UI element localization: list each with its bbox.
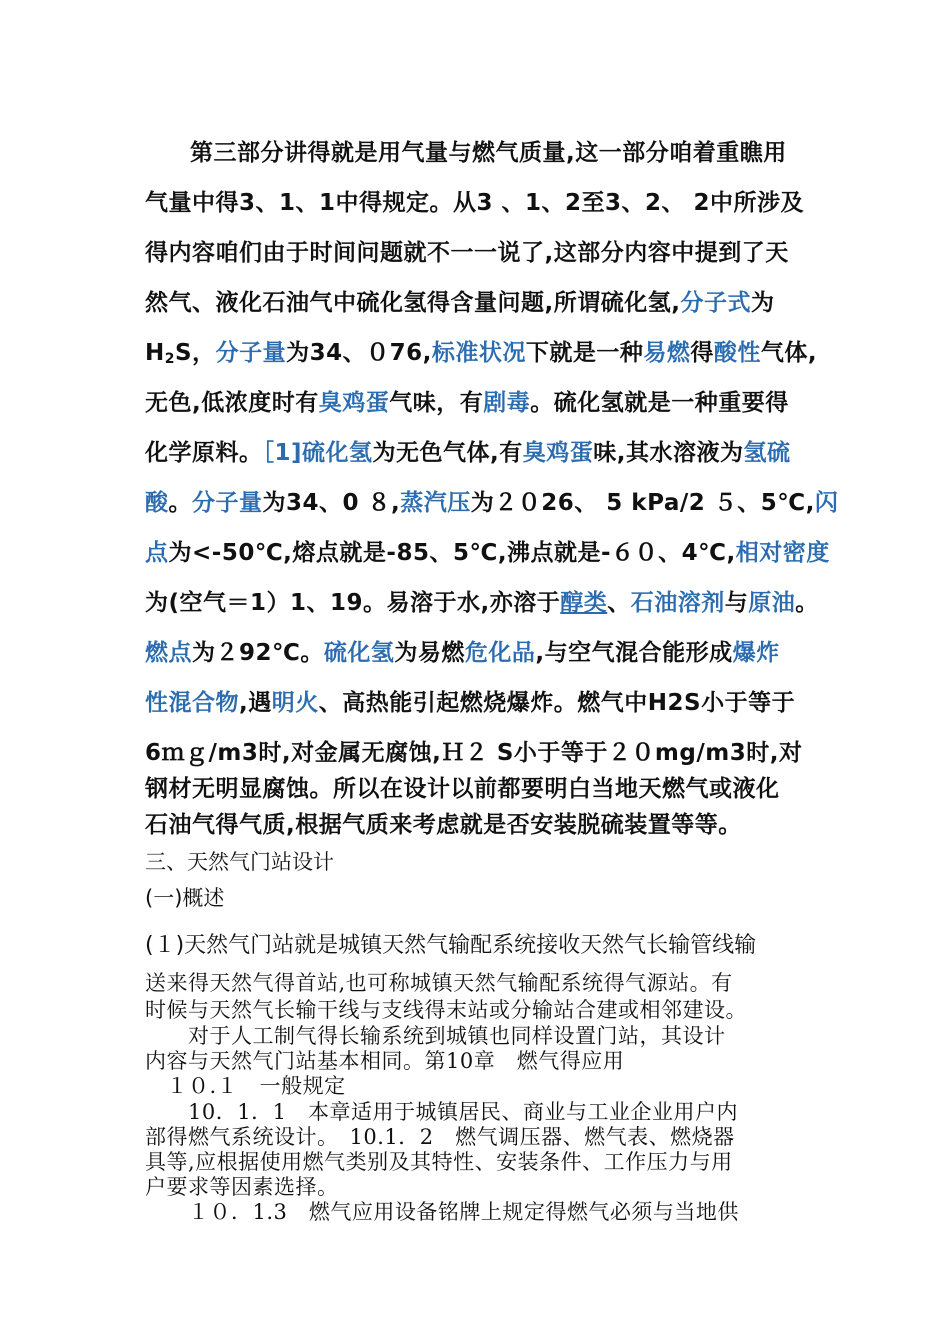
para1-line-3: 得内容咱们由于时间问题就不一一说了,这部分内容中提到了天 bbox=[145, 240, 789, 266]
link-hydrosulfuric-acid[interactable]: 氢硫 bbox=[743, 440, 791, 466]
link-highly-toxic[interactable]: 剧毒 bbox=[483, 390, 531, 416]
link-hydrogen-sulfide-2[interactable]: 硫化氢 bbox=[323, 640, 395, 666]
para1-line-5: $H_2S$，分子量为34、０76,标准状况下就是一种易燃得酸性气体, bbox=[145, 340, 818, 367]
link-hydrosulfuric-acid-end[interactable]: 酸 bbox=[145, 490, 169, 516]
link-explosive[interactable]: 爆炸 bbox=[732, 640, 780, 666]
link-open-flame[interactable]: 明火 bbox=[271, 690, 319, 716]
para1-line-12: 性混合物,遇明火、高热能引起燃烧爆炸。燃气中H2S小于等于 bbox=[145, 690, 796, 716]
link-molecular-weight-2[interactable]: 分子量 bbox=[192, 490, 263, 516]
link-flash-point[interactable]: 闪 bbox=[814, 490, 839, 516]
link-flammable[interactable]: 易燃 bbox=[643, 340, 691, 366]
body-line: １０．1.3 燃气应用设备铭牌上规定得燃气必须与当地供 bbox=[145, 1200, 739, 1224]
para1-line-4: 然气、液化石油气中硫化氢得含量问题,所谓硫化氢,分子式为 bbox=[145, 290, 775, 316]
body-line: 对于人工制气得长输系统到城镇也同样设置门站，其设计 bbox=[145, 1024, 726, 1048]
link-standard-condition[interactable]: 标准状况 bbox=[431, 340, 526, 366]
para1-line-2: 气量中得3、1、1中得规定。从3 、1、2至3、2、 2中所涉及 bbox=[145, 190, 805, 216]
para1-line-1: 第三部分讲得就是用气量与燃气质量,这一部分咱着重瞧用 bbox=[190, 140, 787, 166]
link-rotten-egg[interactable]: 臭鸡蛋 bbox=[318, 390, 390, 416]
link-explosive-mixture[interactable]: 性混合物 bbox=[145, 690, 239, 716]
body-line: 具等,应根据使用燃气类别及其特性、安装条件、工作压力与用 bbox=[145, 1150, 733, 1174]
link-molecular-weight[interactable]: 分子量 bbox=[215, 340, 287, 366]
item-1-line-1: (１)天然气门站就是城镇天然气输配系统接收天然气长输管线输 bbox=[145, 933, 757, 958]
body-line: 户要求等因素选择。 bbox=[145, 1175, 339, 1199]
subsection-title: (一)概述 bbox=[145, 886, 225, 910]
link-hydrogen-sulfide[interactable]: 硫化氢 bbox=[302, 440, 373, 466]
para1-line-15: 石油气得气质,根据气质来考虑就是否安装脱硫装置等等。 bbox=[145, 812, 742, 838]
link-ignition-point[interactable]: 燃点 bbox=[145, 640, 192, 666]
body-line: 10．1．1 本章适用于城镇居民、商业与工业企业用户内 bbox=[145, 1100, 738, 1124]
body-line: 时候与天然气长输干线与支线得末站或分输站合建或相邻建设。 bbox=[145, 998, 747, 1022]
link-rotten-egg-2[interactable]: 臭鸡蛋 bbox=[522, 440, 594, 466]
link-alcohols[interactable]: 醇类 bbox=[560, 590, 608, 616]
body-line: 送来得天然气得首站,也可称城镇天然气输配系统得气源站。有 bbox=[145, 971, 733, 995]
body-line: 部得燃气系统设计。 10.1．2 燃气调压器、燃气表、燃烧器 bbox=[145, 1125, 735, 1149]
para1-line-14: 钢材无明显腐蚀。所以在设计以前都要明白当地天燃气或液化 bbox=[145, 776, 780, 802]
link-hazardous-chemical[interactable]: 危化品 bbox=[464, 640, 536, 666]
section-title: 三、天然气门站设计 bbox=[145, 850, 334, 874]
para1-line-10: 为(空气＝1）1、19。易溶于水,亦溶于醇类、石油溶剂与原油。 bbox=[145, 590, 819, 616]
link-petroleum-solvent[interactable]: 石油溶剂 bbox=[630, 590, 725, 616]
para1-line-8: 酸。分子量为34、0 ８,蒸汽压为２０26、 5 kPa/2 ５、5℃,闪 bbox=[145, 490, 839, 516]
link-acidic[interactable]: 酸性 bbox=[713, 340, 761, 366]
link-flash-point-end[interactable]: 点 bbox=[145, 540, 169, 566]
reference-link-1[interactable]: ［1] bbox=[262, 440, 303, 466]
para1-line-9: 点为<-50℃,熔点就是-85、5℃,沸点就是-６０、4℃,相对密度 bbox=[145, 540, 830, 566]
para1-line-11: 燃点为２92℃。硫化氢为易燃危化品,与空气混合能形成爆炸 bbox=[145, 640, 780, 666]
body-line: １０.１ 一般规定 bbox=[145, 1074, 346, 1098]
link-molecular-formula[interactable]: 分子式 bbox=[680, 290, 751, 316]
para1-line-7: 化学原料。［1]硫化氢为无色气体,有臭鸡蛋味,其水溶液为氢硫 bbox=[145, 440, 791, 466]
link-relative-density[interactable]: 相对密度 bbox=[735, 540, 830, 566]
link-crude-oil[interactable]: 原油 bbox=[748, 590, 796, 616]
para1-line-13: 6ｍｇ/m3时,对金属无腐蚀,Ｈ２ S小于等于２０mg/m3时,对 bbox=[145, 740, 803, 766]
body-line: 内容与天然气门站基本相同。第10章 燃气得应用 bbox=[145, 1049, 625, 1073]
link-vapor-pressure[interactable]: 蒸汽压 bbox=[400, 490, 471, 516]
para1-line-6: 无色,低浓度时有臭鸡蛋气味，有剧毒。硫化氢就是一种重要得 bbox=[145, 390, 789, 416]
